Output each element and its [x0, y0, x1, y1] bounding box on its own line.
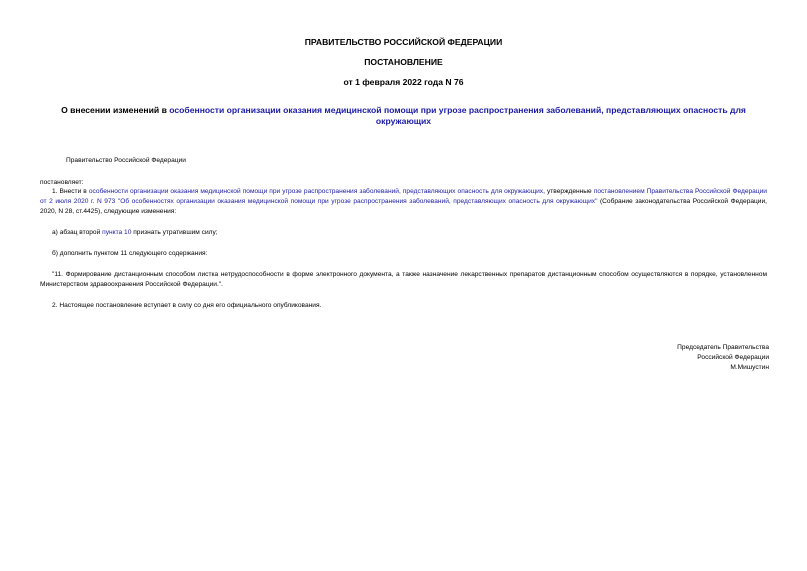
item-1-paragraph: [40, 187, 767, 217]
document-title: [40, 105, 767, 127]
signature-position: Председатель Правительства: [677, 344, 769, 351]
item-a-suffix: признать утратившим силу;: [131, 229, 218, 236]
title-link[interactable]: особенности организации оказания медицинской помощи при угрозе распространения заболеваний, представляющих опасность для окружающих: [169, 105, 746, 126]
item-a-link[interactable]: пункта 10: [102, 229, 132, 236]
item-1-link-decree[interactable]: постановлением Правительства Российской Федерации от 2 июля 2020 г. N 973 "Об особенностях организации оказания медицинской помощи при угрозе распространения заболеваний, представляющих опасность для окружающих": [40, 188, 767, 205]
title-prefix: О внесении изменений в: [61, 105, 170, 115]
signature-name: М.Мишустин: [730, 364, 769, 371]
government-heading: ПРАВИТЕЛЬСТВО РОССИЙСКОЙ ФЕДЕРАЦИИ: [304, 37, 503, 47]
item-1-link-features[interactable]: особенности организации оказания медицинской помощи при угрозе распространения заболеваний, представляющих опасность для окружающих: [88, 188, 544, 195]
item-b-paragraph: б) дополнить пунктом 11 следующего содержания:: [52, 250, 208, 257]
document-type-heading: ПОСТАНОВЛЕНИЕ: [364, 57, 443, 67]
item-1-prefix: 1. Внести в: [52, 188, 89, 195]
intro-text: Правительство Российской Федерации: [66, 157, 186, 164]
item-1-suffix: (Собрание законодательства Российской Федерации, 2020, N 28, ст.4425), следующие изменения:: [40, 198, 768, 215]
item-1-mid: , утвержденные: [543, 188, 594, 195]
resolves-text: постановляет:: [40, 179, 84, 186]
item-2-paragraph: 2. Настоящее постановление вступает в силу со дня его официального опубликования.: [52, 302, 322, 309]
quoted-clause: "11. Формирование дистанционным способом листка нетрудоспособности в форме электронного документа, а также назначение лекарственных препаратов дистанционным способом осуществляются в порядке, установленном Министерством здравоохранения Российской Федерации.".: [40, 271, 767, 288]
item-a-prefix: а) абзац второй: [52, 229, 103, 236]
date-number-heading: от 1 февраля 2022 года N 76: [343, 77, 464, 87]
signature-authority: Российской Федерации: [697, 354, 769, 361]
item-a-paragraph: [52, 228, 218, 238]
